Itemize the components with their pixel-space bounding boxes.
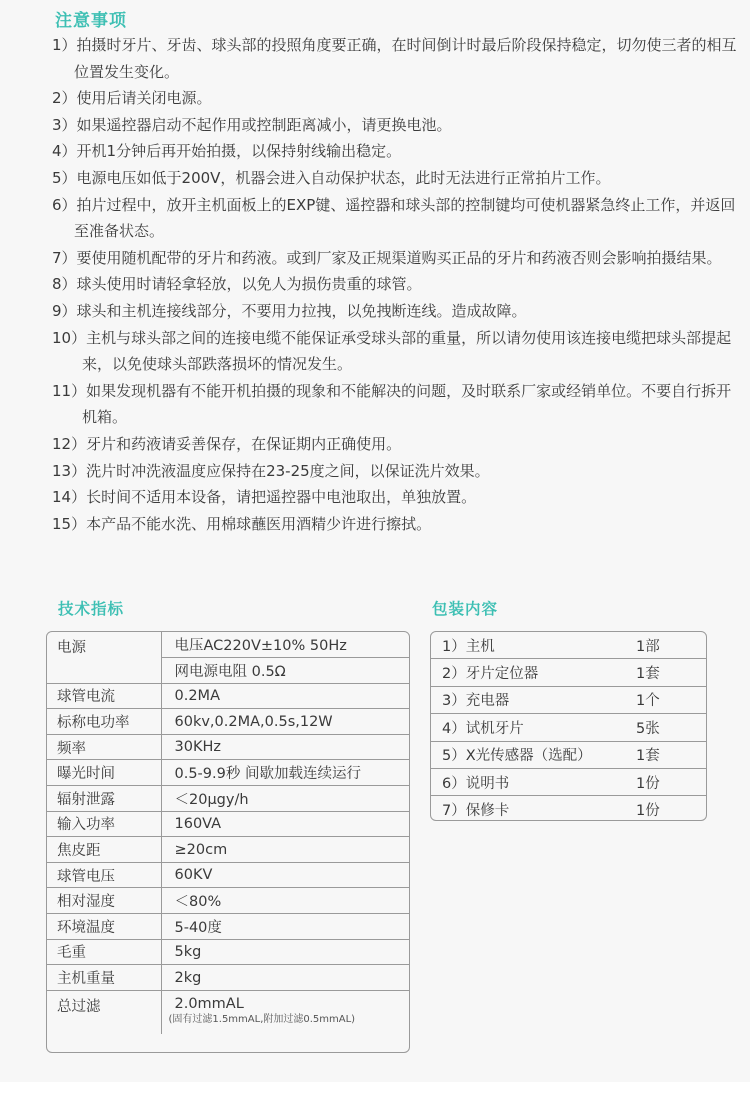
spec-value: 电压AC220V±10% 50Hz [161,632,409,658]
spec-row [47,683,409,709]
spec-key: 球管电压 [47,862,161,888]
spec-key: 电源 [47,632,161,683]
package-row [431,686,706,713]
spec-value: 网电源电阻 0.5Ω [161,658,409,684]
note-item-3: 3）如果遥控器启动不起作用或控制距离减小，请更换电池。 [52,115,452,134]
spec-key: 输入功率 [47,811,161,837]
spec-value: ＜20μgy/h [161,786,409,812]
package-item-name: 7）保修卡 [442,803,510,820]
spec-row [47,709,409,735]
package-row [431,741,706,768]
spec-key: 曝光时间 [47,760,161,786]
spec-row [47,632,409,658]
spec-value: 30KHz [161,734,409,760]
package-row [431,768,706,795]
spec-value: 0.2MA [161,683,409,709]
note-item-13: 13）洗片时冲洗液温度应保持在23-25度之间，以保证洗片效果。 [52,461,490,480]
note-item-7: 7）要使用随机配带的牙片和药液。或到厂家及正规渠道购买正品的牙片和药液否则会影响拍摄结果。 [52,248,722,267]
spec-key: 总过滤 [47,990,161,1034]
spec-key: 球管电流 [47,683,161,709]
note-item-8: 8）球头使用时请轻拿轻放，以免人为损伤贵重的球管。 [52,275,422,294]
specs-title: 技术指标 [58,600,125,618]
package-item-qty: 1套 [636,741,706,768]
spec-key: 环境温度 [47,914,161,940]
spec-value: 2kg [161,965,409,991]
note-item-6: 6）拍片过程中，放开主机面板上的EXP键、遥控器和球头部的控制键均可使机器紧急终止工作，并返回至准备状态。 [52,195,736,241]
spec-key: 毛重 [47,939,161,965]
spec-key: 辐射泄露 [47,786,161,812]
spec-value: 0.5-9.9秒 间歇加载连续运行 [161,760,409,786]
spec-row [47,837,409,863]
spec-value: ≥20cm [161,837,409,863]
spec-value: 5-40度 [161,914,409,940]
package-table-box [430,631,707,821]
package-table [431,632,706,821]
spec-value: 2.0mmAL [174,995,244,1012]
specs-table-box [46,631,410,1053]
specs-table [47,632,409,1034]
package-row [431,632,706,659]
spec-row [47,862,409,888]
notes-title: 注意事项 [55,11,127,31]
spec-value: 160VA [161,811,409,837]
package-row [431,659,706,686]
note-item-1: 1）拍摄时牙片、牙齿、球头部的投照角度要正确，在时间倒计时最后阶段保持稳定，切勿使三者的相互位置发生变化。 [52,36,737,81]
package-item-name: 4）试机牙片 [431,714,636,741]
spec-row [47,965,409,991]
package-item-name: 3）充电器 [431,686,636,713]
spec-row [47,888,409,914]
package-item-name: 5）X光传感器（选配） [431,741,636,768]
package-row [431,796,706,821]
spec-key: 焦皮距 [47,837,161,863]
spec-row [47,760,409,786]
spec-row [47,939,409,965]
spec-value: 5kg [161,939,409,965]
note-item-11: 11）如果发现机器有不能开机拍摄的现象和不能解决的问题，及时联系厂家或经销单位。不要自行拆开机箱。 [52,381,732,427]
note-item-14: 14）长时间不适用本设备，请把遥控器中电池取出，单独放置。 [52,488,477,507]
package-item-qty: 1份 [636,768,706,795]
spec-row [47,811,409,837]
package-item-qty: 1份 [636,803,660,820]
note-item-4: 4）开机1分钟后再开始拍摄，以保持射线输出稳定。 [52,142,402,161]
package-item-qty: 5张 [636,714,706,741]
note-item-15: 15）本产品不能水洗、用棉球蘸医用酒精少许进行擦拭。 [52,514,432,533]
note-item-12: 12）牙片和药液请妥善保存，在保证期内正确使用。 [52,434,402,453]
package-item-name: 1）主机 [431,632,636,659]
spec-key: 相对湿度 [47,888,161,914]
package-item-qty: 1套 [636,659,706,686]
spec-value: ＜80% [161,888,409,914]
package-item-qty: 1部 [636,632,706,659]
spec-key: 标称电功率 [47,709,161,735]
spec-value: 60kv,0.2MA,0.5s,12W [161,709,409,735]
spec-row [47,734,409,760]
spec-row-filter [47,990,409,1034]
notes-list [52,32,742,537]
note-item-10: 10）主机与球头部之间的连接电缆不能保证承受球头部的重量，所以请勿使用该连接电缆把球头部提起来，以免使球头部跌落损坏的情况发生。 [52,328,732,374]
package-title: 包装内容 [432,600,499,618]
spec-key: 频率 [47,734,161,760]
note-item-2: 2）使用后请关闭电源。 [52,89,212,108]
package-item-name: 2）牙片定位器 [431,659,636,686]
package-item-name: 6）说明书 [431,768,636,795]
spec-filter-cell [161,990,409,1034]
spec-key: 主机重量 [47,965,161,991]
note-item-5: 5）电源电压如低于200V，机器会进入自动保护状态，此时无法进行正常拍片工作。 [52,168,611,187]
package-item-qty: 1个 [636,686,706,713]
spec-filter-note: (固有过滤1.5mmAL,附加过滤0.5mmAL) [168,1013,356,1025]
spec-row [47,786,409,812]
spec-row [47,914,409,940]
note-item-9: 9）球头和主机连接线部分，不要用力拉拽，以免拽断连线。造成故障。 [52,301,527,320]
spec-value: 60KV [161,862,409,888]
package-row [431,714,706,741]
